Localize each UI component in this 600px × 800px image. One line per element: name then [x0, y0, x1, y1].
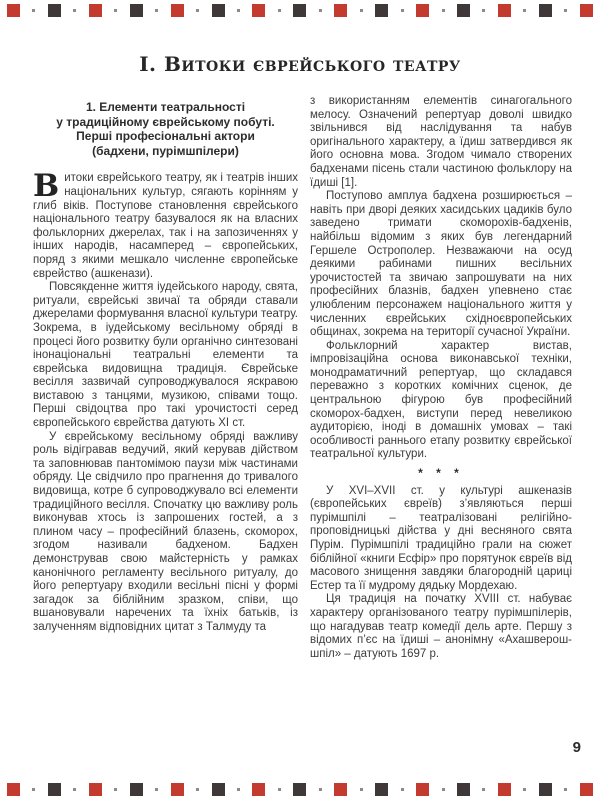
border-dot [32, 9, 35, 12]
paragraph: Поступово амплуа бадхена розширюється – навіть при дворі деяких хасидських цадиків було заведено тримати скоморохів-бадхенів, найбільш відомим з яких був легендарний Гершеле Острополер. Незважаючи на осуд деякими рабинами пишних весільних урочистостей та звичаю запрошувати на них професійних блазнів, бадхен упевнено стає улюбленим персонажем національного життя у численних єврейських східноєвропейських общинах, зокрема на території сучасної України. [310, 190, 572, 339]
subtitle-line: у традиційному єврейському побуті. [56, 114, 275, 129]
border-dot [442, 9, 445, 12]
section-separator: * * * [418, 466, 464, 481]
right-column [310, 95, 572, 661]
border-square [89, 783, 102, 796]
border-square [416, 783, 429, 796]
paragraph: У XVI–XVII ст. у культурі ашкеназів (європейських євреїв) з’являються перші пурімшпілі – театралізовані релігійно-проповідницькі дійства у дні весняного свята Пурім. Пурімшпілі традиційно грали на сюжет біблійної «книги Есфір» про порятунок євреїв від масового знищення завдяки благородній цариці Естер та її мудрому дядьку Мордехаю. [310, 484, 572, 592]
subtitle-line: Перші професіональні актори [76, 129, 255, 144]
border-square [375, 783, 388, 796]
border-dot [196, 9, 199, 12]
paragraph-text: итоки єврейського театру, як і театрів інших національних культур, сягають корінням у глиб віків. Поступове становлення єврейського національного театру базувалося як на власних фольклорних джерелах, так і на запозиченнях у інших народів, насамперед – європейських, поряд з якими мешкало численне європейське єврейство (ашкенази). [33, 172, 298, 280]
border-square [334, 4, 347, 17]
border-dot [32, 788, 35, 791]
border-square [48, 783, 61, 796]
border-square [539, 4, 552, 17]
border-square [416, 4, 429, 17]
section-subtitle [33, 100, 298, 158]
border-square [457, 783, 470, 796]
border-dot [114, 9, 117, 12]
border-dot [196, 788, 199, 791]
subtitle-line: 1. Елементи театральності [85, 100, 246, 114]
border-square [498, 4, 511, 17]
border-square [130, 783, 143, 796]
border-dot [237, 9, 240, 12]
page-number: 9 [572, 739, 581, 756]
border-square [375, 4, 388, 17]
border-square [457, 4, 470, 17]
left-column [33, 100, 298, 635]
border-square [293, 4, 306, 17]
border-dot [73, 9, 76, 12]
paragraph: з використанням елементів синагогального мелосу. Означений репертуар доволі швидко звільнився від наслідування та набув оригінального характеру, а їдиш затвердився як його основна мова. Згодом чимало створених бадхенами пісень стали частиною фольклору на їдиші [1]. [310, 95, 572, 189]
subtitle-line: (бадхени, пурімшпілери) [92, 143, 239, 158]
border-dot [278, 788, 281, 791]
border-dot [237, 788, 240, 791]
paragraph [33, 168, 298, 281]
border-square [252, 4, 265, 17]
border-dot [442, 788, 445, 791]
chapter-title: І. Витоки єврейського театру [139, 52, 461, 76]
border-dot [401, 788, 404, 791]
border-square [212, 4, 225, 17]
bottom-decorative-border [0, 783, 600, 796]
border-square [89, 4, 102, 17]
paragraph: Повсякденне життя іудейського народу, свята, ритуали, єврейські звичаї та обряди ставали джерелами формування власної культури театру. Зокрема, в іудейському весільному обряді в процесі його розвитку були органічно синтезовані інонаціональні театральні елементи та єврейська видовищна традиція. Єврейське весілля зазвичай супроводжувалося яскравою виставою з танцями, музикою, співами тощо. Перші свідоцтва про такі урочистості серед європейського єврейства датують ХІ ст. [33, 281, 298, 430]
border-square [130, 4, 143, 17]
border-dot [73, 788, 76, 791]
border-square [293, 783, 306, 796]
border-square [212, 783, 225, 796]
border-dot [523, 9, 526, 12]
paragraph: Фольклорний характер вистав, імпровізаційна основа виконавської техніки, монодраматичний репертуар, що складався переважно з коротких комічних сценок, де центральною фігурою був професійний скоморох-бадхен, виступи перед невеликою аудиторією, іноді в домашніх умовах – такі особливості раннього етапу розвитку єврейської театральної культури. [310, 339, 572, 461]
border-dot [155, 9, 158, 12]
border-square [7, 4, 20, 17]
border-dot [482, 9, 485, 12]
border-dot [278, 9, 281, 12]
border-square [498, 783, 511, 796]
paragraph: У єврейському весільному обряді важливу роль відігравав ведучий, який керував дійством та заповнював пантомімою паузи між частинами обряду. Це свідчило про прагнення до тривалого видовища, котре б супроводжувало всі елементи традиційного весілля. Спочатку цю важливу роль виконував хтось із запрошених гостей, а з плином часу – професійний блазень, скоморох, згодом називали бадхеном. Бадхен демонстрував свою майстерність у рамках канонічного регламенту весільного ритуалу, до його репертуару входили весільні пісні у формі загадок за біблійним зразком, співи, що вшановували наречених та їхніх батьків, із залученням відповідних цитат з Талмуду та [33, 430, 298, 633]
drop-cap: В [33, 168, 60, 205]
border-square [539, 783, 552, 796]
border-square [580, 783, 593, 796]
top-decorative-border [0, 4, 600, 17]
border-dot [523, 788, 526, 791]
border-square [580, 4, 593, 17]
border-square [171, 783, 184, 796]
border-square [171, 4, 184, 17]
paragraph: Ця традиція на початку XVIII ст. набуває характеру організованого театру пурімшпілерів, що нагадував театр комедії дель арте. Першу з відомих п’єс на їдиші – анонімну «Ахашверош-шпіл» – датують 1697 р. [310, 593, 572, 660]
border-dot [482, 788, 485, 791]
border-dot [319, 788, 322, 791]
border-square [7, 783, 20, 796]
border-dot [360, 788, 363, 791]
border-dot [360, 9, 363, 12]
border-dot [155, 788, 158, 791]
border-dot [564, 9, 567, 12]
border-square [252, 783, 265, 796]
border-square [48, 4, 61, 17]
border-dot [564, 788, 567, 791]
border-square [334, 783, 347, 796]
border-dot [401, 9, 404, 12]
border-dot [114, 788, 117, 791]
border-dot [319, 9, 322, 12]
